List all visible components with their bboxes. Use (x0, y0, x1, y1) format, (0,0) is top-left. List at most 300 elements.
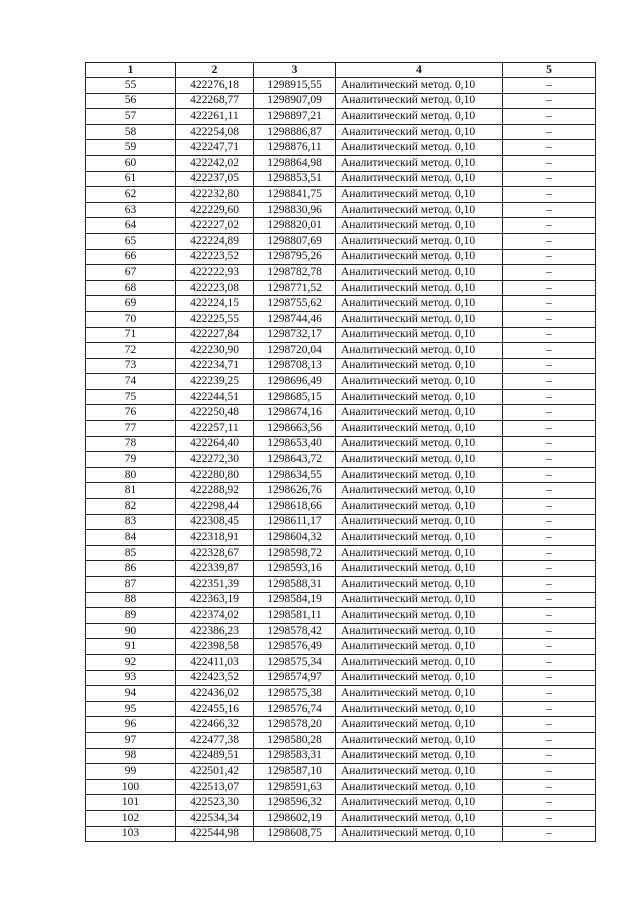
y-coordinate-cell: 1298588,31 (254, 577, 336, 593)
method-cell: Аналитический метод. 0,10 (336, 421, 503, 437)
y-coordinate-cell: 1298576,49 (254, 639, 336, 655)
method-cell: Аналитический метод. 0,10 (336, 280, 503, 296)
note-cell: – (503, 124, 596, 140)
method-cell: Аналитический метод. 0,10 (336, 452, 503, 468)
method-cell: Аналитический метод. 0,10 (336, 577, 503, 593)
point-number-cell: 75 (86, 389, 176, 405)
y-coordinate-cell: 1298593,16 (254, 561, 336, 577)
x-coordinate-cell: 422288,92 (176, 483, 254, 499)
method-cell: Аналитический метод. 0,10 (336, 405, 503, 421)
table-row (86, 795, 596, 811)
note-cell: – (503, 654, 596, 670)
x-coordinate-cell: 422244,51 (176, 389, 254, 405)
table-row (86, 545, 596, 561)
point-number-cell: 99 (86, 764, 176, 780)
y-coordinate-cell: 1298576,74 (254, 701, 336, 717)
x-coordinate-cell: 422250,48 (176, 405, 254, 421)
note-cell: – (503, 265, 596, 281)
table-header (86, 63, 596, 78)
method-cell: Аналитический метод. 0,10 (336, 187, 503, 203)
point-number-cell: 89 (86, 608, 176, 624)
method-cell: Аналитический метод. 0,10 (336, 124, 503, 140)
note-cell: – (503, 545, 596, 561)
point-number-cell: 61 (86, 171, 176, 187)
table-row (86, 327, 596, 343)
y-coordinate-cell: 1298907,09 (254, 93, 336, 109)
table-row (86, 233, 596, 249)
point-number-cell: 72 (86, 343, 176, 359)
y-coordinate-cell: 1298897,21 (254, 109, 336, 125)
x-coordinate-cell: 422339,87 (176, 561, 254, 577)
point-number-cell: 77 (86, 421, 176, 437)
table-row (86, 124, 596, 140)
y-coordinate-cell: 1298578,42 (254, 623, 336, 639)
y-coordinate-cell: 1298584,19 (254, 592, 336, 608)
table-row (86, 483, 596, 499)
x-coordinate-cell: 422225,55 (176, 311, 254, 327)
point-number-cell: 93 (86, 670, 176, 686)
y-coordinate-cell: 1298841,75 (254, 187, 336, 203)
note-cell: – (503, 732, 596, 748)
y-coordinate-cell: 1298771,52 (254, 280, 336, 296)
y-coordinate-cell: 1298604,32 (254, 530, 336, 546)
note-cell: – (503, 140, 596, 156)
x-coordinate-cell: 422227,02 (176, 218, 254, 234)
method-cell: Аналитический метод. 0,10 (336, 561, 503, 577)
note-cell: – (503, 701, 596, 717)
note-cell: – (503, 764, 596, 780)
method-cell: Аналитический метод. 0,10 (336, 717, 503, 733)
note-cell: – (503, 311, 596, 327)
x-coordinate-cell: 422411,03 (176, 654, 254, 670)
table-row (86, 623, 596, 639)
table-row (86, 374, 596, 390)
point-number-cell: 94 (86, 686, 176, 702)
point-number-cell: 79 (86, 452, 176, 468)
y-coordinate-cell: 1298618,66 (254, 499, 336, 515)
table-row (86, 405, 596, 421)
note-cell: – (503, 639, 596, 655)
method-cell: Аналитический метод. 0,10 (336, 311, 503, 327)
x-coordinate-cell: 422230,90 (176, 343, 254, 359)
header-col-1: 1 (86, 63, 176, 78)
method-cell: Аналитический метод. 0,10 (336, 327, 503, 343)
note-cell: – (503, 499, 596, 515)
x-coordinate-cell: 422466,32 (176, 717, 254, 733)
table-row (86, 592, 596, 608)
y-coordinate-cell: 1298720,04 (254, 343, 336, 359)
x-coordinate-cell: 422477,38 (176, 732, 254, 748)
table-row (86, 826, 596, 842)
point-number-cell: 60 (86, 155, 176, 171)
table-row (86, 639, 596, 655)
note-cell: – (503, 109, 596, 125)
note-cell: – (503, 155, 596, 171)
table-row (86, 514, 596, 530)
point-number-cell: 70 (86, 311, 176, 327)
note-cell: – (503, 577, 596, 593)
method-cell: Аналитический метод. 0,10 (336, 155, 503, 171)
point-number-cell: 88 (86, 592, 176, 608)
note-cell: – (503, 686, 596, 702)
x-coordinate-cell: 422268,77 (176, 93, 254, 109)
point-number-cell: 71 (86, 327, 176, 343)
table-row (86, 467, 596, 483)
method-cell: Аналитический метод. 0,10 (336, 686, 503, 702)
point-number-cell: 66 (86, 249, 176, 265)
point-number-cell: 64 (86, 218, 176, 234)
method-cell: Аналитический метод. 0,10 (336, 764, 503, 780)
method-cell: Аналитический метод. 0,10 (336, 592, 503, 608)
point-number-cell: 82 (86, 499, 176, 515)
method-cell: Аналитический метод. 0,10 (336, 218, 503, 234)
note-cell: – (503, 810, 596, 826)
note-cell: – (503, 717, 596, 733)
point-number-cell: 76 (86, 405, 176, 421)
table-row (86, 311, 596, 327)
method-cell: Аналитический метод. 0,10 (336, 78, 503, 94)
x-coordinate-cell: 422237,05 (176, 171, 254, 187)
table-body (86, 78, 596, 842)
method-cell: Аналитический метод. 0,10 (336, 202, 503, 218)
x-coordinate-cell: 422423,52 (176, 670, 254, 686)
y-coordinate-cell: 1298744,46 (254, 311, 336, 327)
x-coordinate-cell: 422489,51 (176, 748, 254, 764)
table-row (86, 732, 596, 748)
point-number-cell: 102 (86, 810, 176, 826)
point-number-cell: 103 (86, 826, 176, 842)
note-cell: – (503, 405, 596, 421)
point-number-cell: 98 (86, 748, 176, 764)
table-row (86, 187, 596, 203)
y-coordinate-cell: 1298685,15 (254, 389, 336, 405)
y-coordinate-cell: 1298708,13 (254, 358, 336, 374)
table-row (86, 249, 596, 265)
table-row (86, 109, 596, 125)
table-row (86, 686, 596, 702)
method-cell: Аналитический метод. 0,10 (336, 467, 503, 483)
y-coordinate-cell: 1298732,17 (254, 327, 336, 343)
note-cell: – (503, 249, 596, 265)
method-cell: Аналитический метод. 0,10 (336, 483, 503, 499)
note-cell: – (503, 327, 596, 343)
method-cell: Аналитический метод. 0,10 (336, 732, 503, 748)
x-coordinate-cell: 422501,42 (176, 764, 254, 780)
x-coordinate-cell: 422232,80 (176, 187, 254, 203)
table-row (86, 78, 596, 94)
table-row (86, 343, 596, 359)
point-number-cell: 90 (86, 623, 176, 639)
y-coordinate-cell: 1298602,19 (254, 810, 336, 826)
x-coordinate-cell: 422222,93 (176, 265, 254, 281)
y-coordinate-cell: 1298864,98 (254, 155, 336, 171)
note-cell: – (503, 374, 596, 390)
note-cell: – (503, 670, 596, 686)
method-cell: Аналитический метод. 0,10 (336, 514, 503, 530)
method-cell: Аналитический метод. 0,10 (336, 343, 503, 359)
note-cell: – (503, 514, 596, 530)
table-row (86, 171, 596, 187)
y-coordinate-cell: 1298583,31 (254, 748, 336, 764)
point-number-cell: 59 (86, 140, 176, 156)
y-coordinate-cell: 1298626,76 (254, 483, 336, 499)
method-cell: Аналитический метод. 0,10 (336, 530, 503, 546)
table-row (86, 265, 596, 281)
y-coordinate-cell: 1298575,38 (254, 686, 336, 702)
point-number-cell: 65 (86, 233, 176, 249)
x-coordinate-cell: 422257,11 (176, 421, 254, 437)
table-row (86, 218, 596, 234)
method-cell: Аналитический метод. 0,10 (336, 748, 503, 764)
method-cell: Аналитический метод. 0,10 (336, 670, 503, 686)
y-coordinate-cell: 1298696,49 (254, 374, 336, 390)
note-cell: – (503, 748, 596, 764)
x-coordinate-cell: 422398,58 (176, 639, 254, 655)
x-coordinate-cell: 422247,71 (176, 140, 254, 156)
y-coordinate-cell: 1298653,40 (254, 436, 336, 452)
note-cell: – (503, 358, 596, 374)
table-row (86, 670, 596, 686)
table-row (86, 577, 596, 593)
y-coordinate-cell: 1298574,97 (254, 670, 336, 686)
table-row (86, 779, 596, 795)
table-row (86, 530, 596, 546)
method-cell: Аналитический метод. 0,10 (336, 296, 503, 312)
x-coordinate-cell: 422455,16 (176, 701, 254, 717)
point-number-cell: 58 (86, 124, 176, 140)
coordinates-table (85, 62, 596, 842)
note-cell: – (503, 93, 596, 109)
table-row (86, 436, 596, 452)
x-coordinate-cell: 422229,60 (176, 202, 254, 218)
table-row (86, 93, 596, 109)
table-row (86, 748, 596, 764)
y-coordinate-cell: 1298820,01 (254, 218, 336, 234)
note-cell: – (503, 623, 596, 639)
note-cell: – (503, 421, 596, 437)
point-number-cell: 101 (86, 795, 176, 811)
point-number-cell: 69 (86, 296, 176, 312)
point-number-cell: 63 (86, 202, 176, 218)
x-coordinate-cell: 422239,25 (176, 374, 254, 390)
point-number-cell: 100 (86, 779, 176, 795)
y-coordinate-cell: 1298578,20 (254, 717, 336, 733)
method-cell: Аналитический метод. 0,10 (336, 654, 503, 670)
x-coordinate-cell: 422523,30 (176, 795, 254, 811)
x-coordinate-cell: 422363,19 (176, 592, 254, 608)
x-coordinate-cell: 422254,08 (176, 124, 254, 140)
note-cell: – (503, 483, 596, 499)
method-cell: Аналитический метод. 0,10 (336, 701, 503, 717)
point-number-cell: 68 (86, 280, 176, 296)
header-col-3: 3 (254, 63, 336, 78)
method-cell: Аналитический метод. 0,10 (336, 233, 503, 249)
note-cell: – (503, 608, 596, 624)
table-row (86, 764, 596, 780)
x-coordinate-cell: 422513,07 (176, 779, 254, 795)
table-row (86, 280, 596, 296)
table-row (86, 561, 596, 577)
method-cell: Аналитический метод. 0,10 (336, 171, 503, 187)
x-coordinate-cell: 422374,02 (176, 608, 254, 624)
method-cell: Аналитический метод. 0,10 (336, 436, 503, 452)
y-coordinate-cell: 1298587,10 (254, 764, 336, 780)
y-coordinate-cell: 1298853,51 (254, 171, 336, 187)
note-cell: – (503, 826, 596, 842)
note-cell: – (503, 280, 596, 296)
method-cell: Аналитический метод. 0,10 (336, 374, 503, 390)
x-coordinate-cell: 422261,11 (176, 109, 254, 125)
y-coordinate-cell: 1298608,75 (254, 826, 336, 842)
point-number-cell: 83 (86, 514, 176, 530)
x-coordinate-cell: 422280,80 (176, 467, 254, 483)
point-number-cell: 85 (86, 545, 176, 561)
x-coordinate-cell: 422223,52 (176, 249, 254, 265)
note-cell: – (503, 202, 596, 218)
header-row (86, 63, 596, 78)
table-row (86, 608, 596, 624)
x-coordinate-cell: 422234,71 (176, 358, 254, 374)
point-number-cell: 56 (86, 93, 176, 109)
x-coordinate-cell: 422272,30 (176, 452, 254, 468)
point-number-cell: 74 (86, 374, 176, 390)
method-cell: Аналитический метод. 0,10 (336, 389, 503, 405)
x-coordinate-cell: 422227,84 (176, 327, 254, 343)
method-cell: Аналитический метод. 0,10 (336, 249, 503, 265)
y-coordinate-cell: 1298782,78 (254, 265, 336, 281)
x-coordinate-cell: 422308,45 (176, 514, 254, 530)
point-number-cell: 55 (86, 78, 176, 94)
note-cell: – (503, 795, 596, 811)
y-coordinate-cell: 1298886,87 (254, 124, 336, 140)
y-coordinate-cell: 1298876,11 (254, 140, 336, 156)
method-cell: Аналитический метод. 0,10 (336, 810, 503, 826)
x-coordinate-cell: 422242,02 (176, 155, 254, 171)
point-number-cell: 97 (86, 732, 176, 748)
method-cell: Аналитический метод. 0,10 (336, 358, 503, 374)
table-row (86, 499, 596, 515)
point-number-cell: 80 (86, 467, 176, 483)
y-coordinate-cell: 1298663,56 (254, 421, 336, 437)
point-number-cell: 73 (86, 358, 176, 374)
note-cell: – (503, 436, 596, 452)
note-cell: – (503, 187, 596, 203)
y-coordinate-cell: 1298598,72 (254, 545, 336, 561)
x-coordinate-cell: 422318,91 (176, 530, 254, 546)
point-number-cell: 67 (86, 265, 176, 281)
y-coordinate-cell: 1298643,72 (254, 452, 336, 468)
note-cell: – (503, 561, 596, 577)
point-number-cell: 91 (86, 639, 176, 655)
x-coordinate-cell: 422298,44 (176, 499, 254, 515)
table-row (86, 358, 596, 374)
table-row (86, 389, 596, 405)
point-number-cell: 96 (86, 717, 176, 733)
x-coordinate-cell: 422276,18 (176, 78, 254, 94)
note-cell: – (503, 171, 596, 187)
table-row (86, 452, 596, 468)
y-coordinate-cell: 1298611,17 (254, 514, 336, 530)
y-coordinate-cell: 1298591,63 (254, 779, 336, 795)
x-coordinate-cell: 422351,39 (176, 577, 254, 593)
y-coordinate-cell: 1298915,55 (254, 78, 336, 94)
point-number-cell: 57 (86, 109, 176, 125)
method-cell: Аналитический метод. 0,10 (336, 265, 503, 281)
method-cell: Аналитический метод. 0,10 (336, 109, 503, 125)
note-cell: – (503, 467, 596, 483)
note-cell: – (503, 592, 596, 608)
note-cell: – (503, 78, 596, 94)
y-coordinate-cell: 1298596,32 (254, 795, 336, 811)
table-row (86, 717, 596, 733)
y-coordinate-cell: 1298575,34 (254, 654, 336, 670)
point-number-cell: 62 (86, 187, 176, 203)
table-row (86, 296, 596, 312)
method-cell: Аналитический метод. 0,10 (336, 826, 503, 842)
x-coordinate-cell: 422224,89 (176, 233, 254, 249)
method-cell: Аналитический метод. 0,10 (336, 623, 503, 639)
y-coordinate-cell: 1298795,26 (254, 249, 336, 265)
note-cell: – (503, 779, 596, 795)
x-coordinate-cell: 422328,67 (176, 545, 254, 561)
note-cell: – (503, 296, 596, 312)
y-coordinate-cell: 1298830,96 (254, 202, 336, 218)
point-number-cell: 84 (86, 530, 176, 546)
x-coordinate-cell: 422224,15 (176, 296, 254, 312)
table-row (86, 140, 596, 156)
y-coordinate-cell: 1298755,62 (254, 296, 336, 312)
x-coordinate-cell: 422386,23 (176, 623, 254, 639)
point-number-cell: 81 (86, 483, 176, 499)
header-col-4: 4 (336, 63, 503, 78)
table-row (86, 202, 596, 218)
point-number-cell: 92 (86, 654, 176, 670)
table-row (86, 421, 596, 437)
x-coordinate-cell: 422544,98 (176, 826, 254, 842)
point-number-cell: 87 (86, 577, 176, 593)
point-number-cell: 78 (86, 436, 176, 452)
method-cell: Аналитический метод. 0,10 (336, 795, 503, 811)
table-row (86, 810, 596, 826)
note-cell: – (503, 218, 596, 234)
note-cell: – (503, 343, 596, 359)
note-cell: – (503, 530, 596, 546)
method-cell: Аналитический метод. 0,10 (336, 93, 503, 109)
note-cell: – (503, 233, 596, 249)
header-col-2: 2 (176, 63, 254, 78)
note-cell: – (503, 389, 596, 405)
method-cell: Аналитический метод. 0,10 (336, 608, 503, 624)
y-coordinate-cell: 1298634,55 (254, 467, 336, 483)
point-number-cell: 86 (86, 561, 176, 577)
method-cell: Аналитический метод. 0,10 (336, 499, 503, 515)
table-row (86, 155, 596, 171)
method-cell: Аналитический метод. 0,10 (336, 779, 503, 795)
point-number-cell: 95 (86, 701, 176, 717)
method-cell: Аналитический метод. 0,10 (336, 545, 503, 561)
header-col-5: 5 (503, 63, 596, 78)
method-cell: Аналитический метод. 0,10 (336, 140, 503, 156)
x-coordinate-cell: 422264,40 (176, 436, 254, 452)
y-coordinate-cell: 1298674,16 (254, 405, 336, 421)
y-coordinate-cell: 1298581,11 (254, 608, 336, 624)
y-coordinate-cell: 1298807,69 (254, 233, 336, 249)
x-coordinate-cell: 422223,08 (176, 280, 254, 296)
x-coordinate-cell: 422436,02 (176, 686, 254, 702)
method-cell: Аналитический метод. 0,10 (336, 639, 503, 655)
table-row (86, 654, 596, 670)
table-row (86, 701, 596, 717)
